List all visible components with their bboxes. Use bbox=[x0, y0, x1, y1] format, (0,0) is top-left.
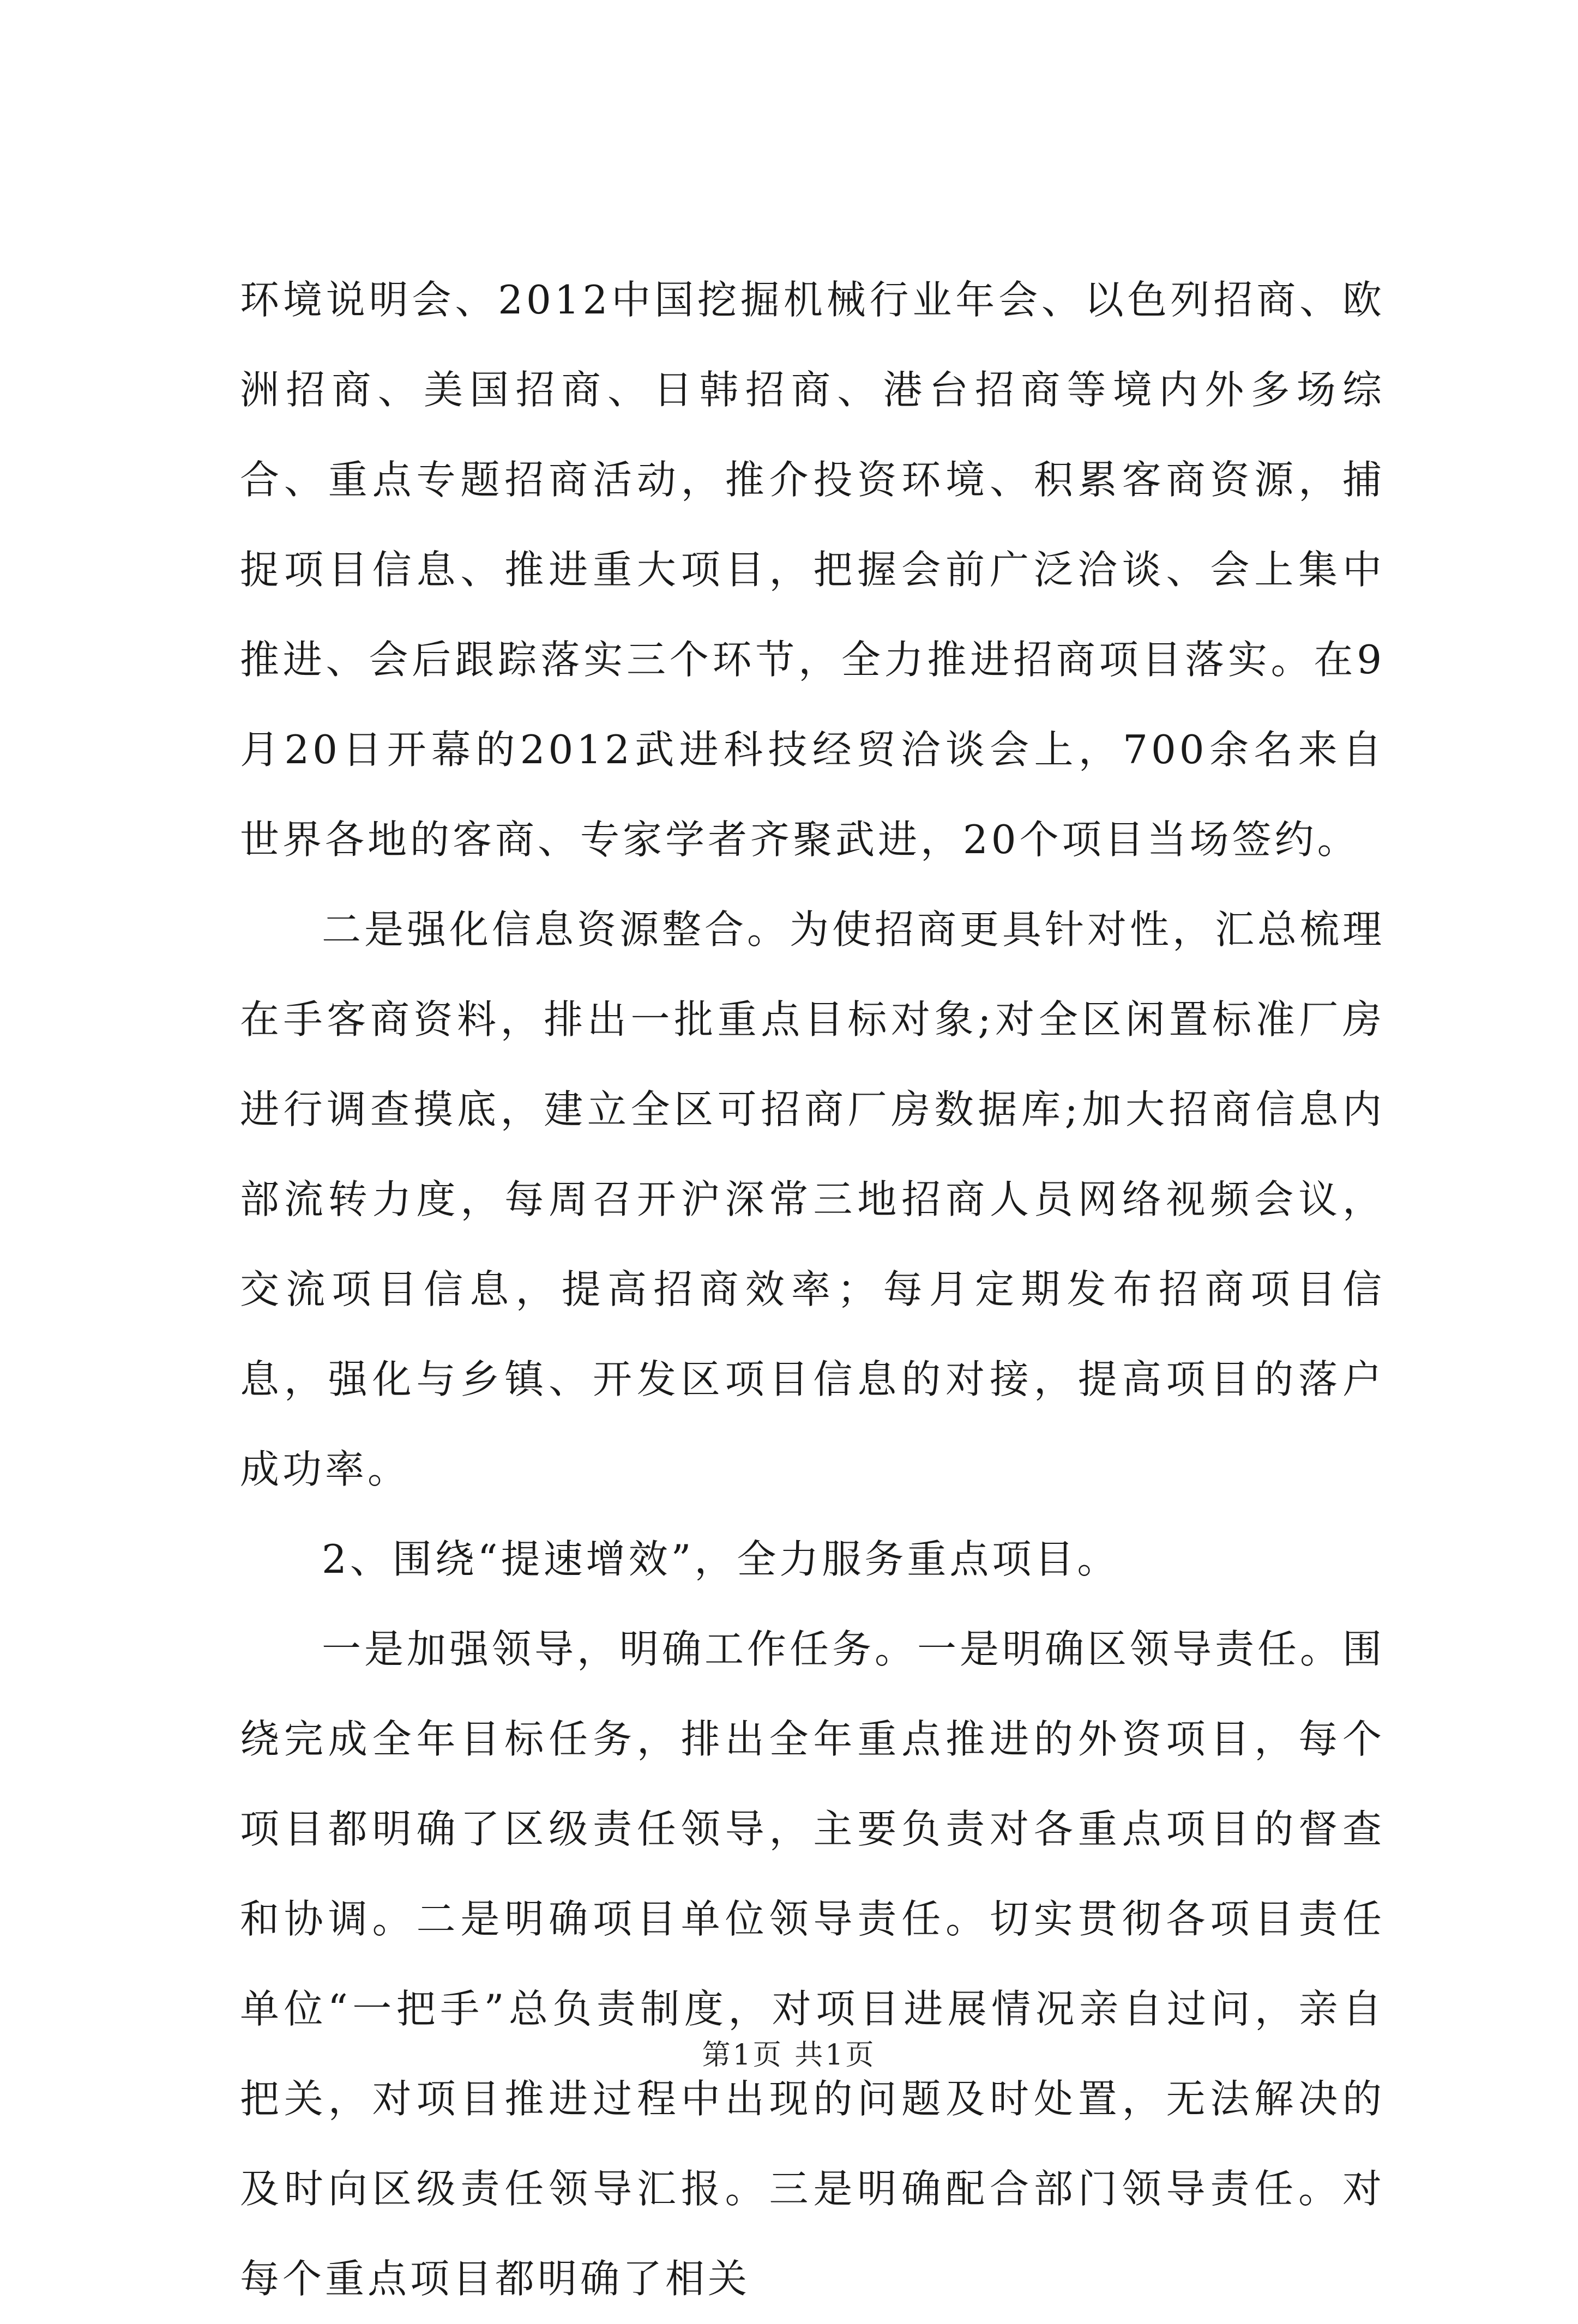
paragraph-2: 二是强化信息资源整合。为使招商更具针对性，汇总梳理在手客商资料，排出一批重点目标对象;对全区闲置标准厂房进行调查摸底，建立全区可招商厂房数据库;加大招商信息内部流转力度，每周召开沪深常三地招商人员网络视频会议，交流项目信息，提高招商效率；每月定期发布招商项目信息，强化与乡镇、开发区项目信息的对接，提高项目的落户成功率。 bbox=[240, 907, 1386, 1492]
document-body bbox=[240, 255, 1385, 2324]
paragraph-3: 一是加强领导，明确工作任务。一是明确区领导责任。围绕完成全年目标任务，排出全年重点推进的外资项目，每个项目都明确了区级责任领导，主要负责对各重点项目的督查和协调。二是明确项目单位领导责任。切实贯彻各项目责任单位“一把手”总负责制度，对项目进展情况亲自过问，亲自把关，对项目推进过程中出现的问题及时处置，无法解决的及时向区级责任领导汇报。三是明确配合部门领导责任。对每个重点项目都明确了相关 bbox=[240, 1626, 1386, 2302]
page-number-footer: 第1页 共1页 bbox=[702, 2039, 876, 2072]
paragraph-1: 环境说明会、2012中国挖掘机械行业年会、以色列招商、欧洲招商、美国招商、日韩招商、港台招商等境内外多场综合、重点专题招商活动，推介投资环境、积累客商资源，捕捉项目信息、推进重大项目，把握会前广泛洽谈、会上集中推进、会后跟踪落实三个环节，全力推进招商项目落实。在9月20日开幕的2012武进科技经贸洽谈会上，700余名来自世界各地的客商、专家学者齐聚武进，20个项目当场签约。 bbox=[240, 277, 1385, 862]
section-heading: 2、围绕“提速增效”，全力服务重点项目。 bbox=[322, 1536, 1120, 1582]
